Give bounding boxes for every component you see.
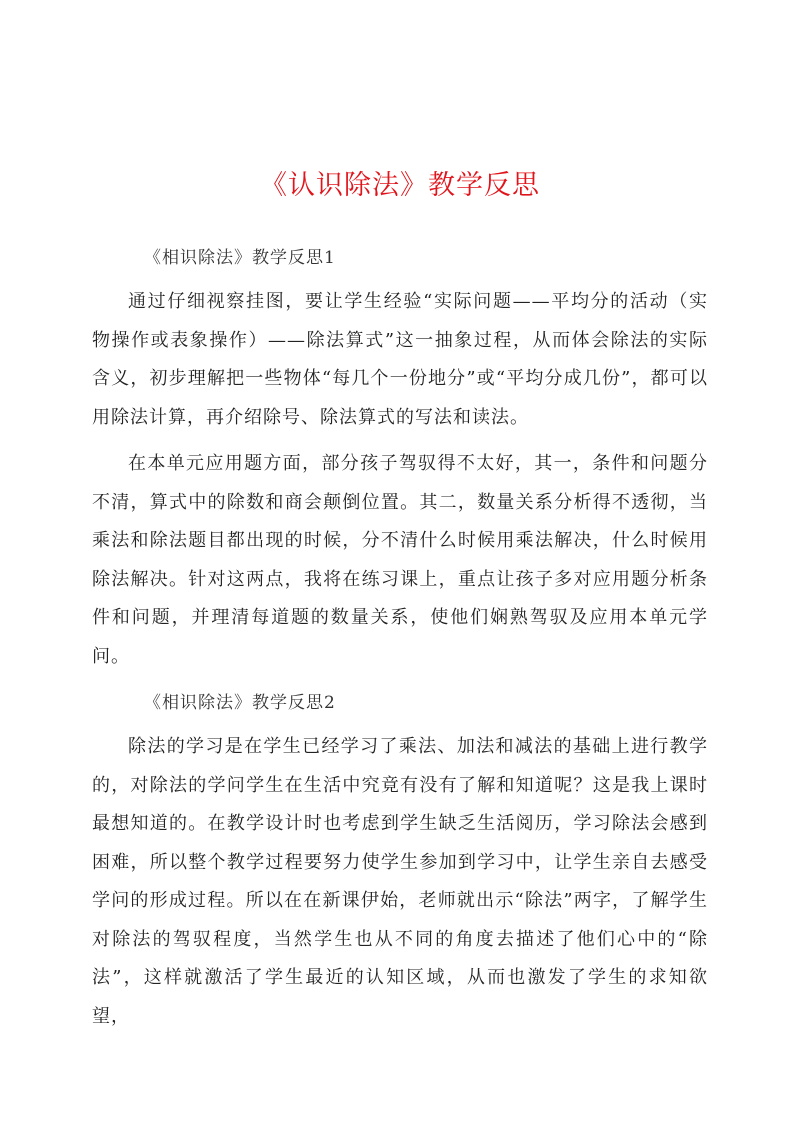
document-title: 《认识除法》教学反思: [260, 170, 540, 201]
section-1: [92, 239, 708, 676]
paragraph: 除法的学习是在学生已经学习了乘法、加法和减法的基础上进行教学的，对除法的学问学生在生活中究竟有没有了解和知道呢？这是我上课时最想知道的。在教学设计时也考虑到学生缺乏生活阅历，学习除法会感到困难，所以整个教学过程要努力使学生参加到学习中，让学生亲自去感受学问的形成过程。所以在在新课伊始，老师就出示“除法”两字，了解学生对除法的驾驭程度，当然学生也从不同的角度去描述了他们心中的“除法”，这样就激活了学生最近的认知区域，从而也激发了学生的求知欲望，: [92, 736, 708, 1027]
section-heading: 《相识除法》教学反思1: [144, 248, 336, 268]
paragraph: 在本单元应用题方面，部分孩子驾驭得不太好，其一，条件和问题分不清，算式中的除数和商会颠倒位置。其二，数量关系分析得不透彻，当乘法和除法题目都出现的时候，分不清什么时候用乘法解决，什么时候用除法解决。针对这两点，我将在练习课上，重点让孩子多对应用题分析条件和问题，并理清每道题的数量关系，使他们娴熟驾驭及应用本单元学问。: [92, 453, 708, 667]
paragraph: 通过仔细视察挂图，要让学生经验“实际问题——平均分的活动（实物操作或表象操作）——除法算式”这一抽象过程，从而体会除法的实际含义，初步理解把一些物体“每几个一份地分”或“平均分成几份”，都可以用除法计算，再介绍除号、除法算式的写法和读法。: [92, 291, 708, 428]
section-heading: 《相识除法》教学反思2: [144, 693, 336, 713]
section-2: [92, 684, 708, 1036]
document-body: [92, 239, 708, 1036]
